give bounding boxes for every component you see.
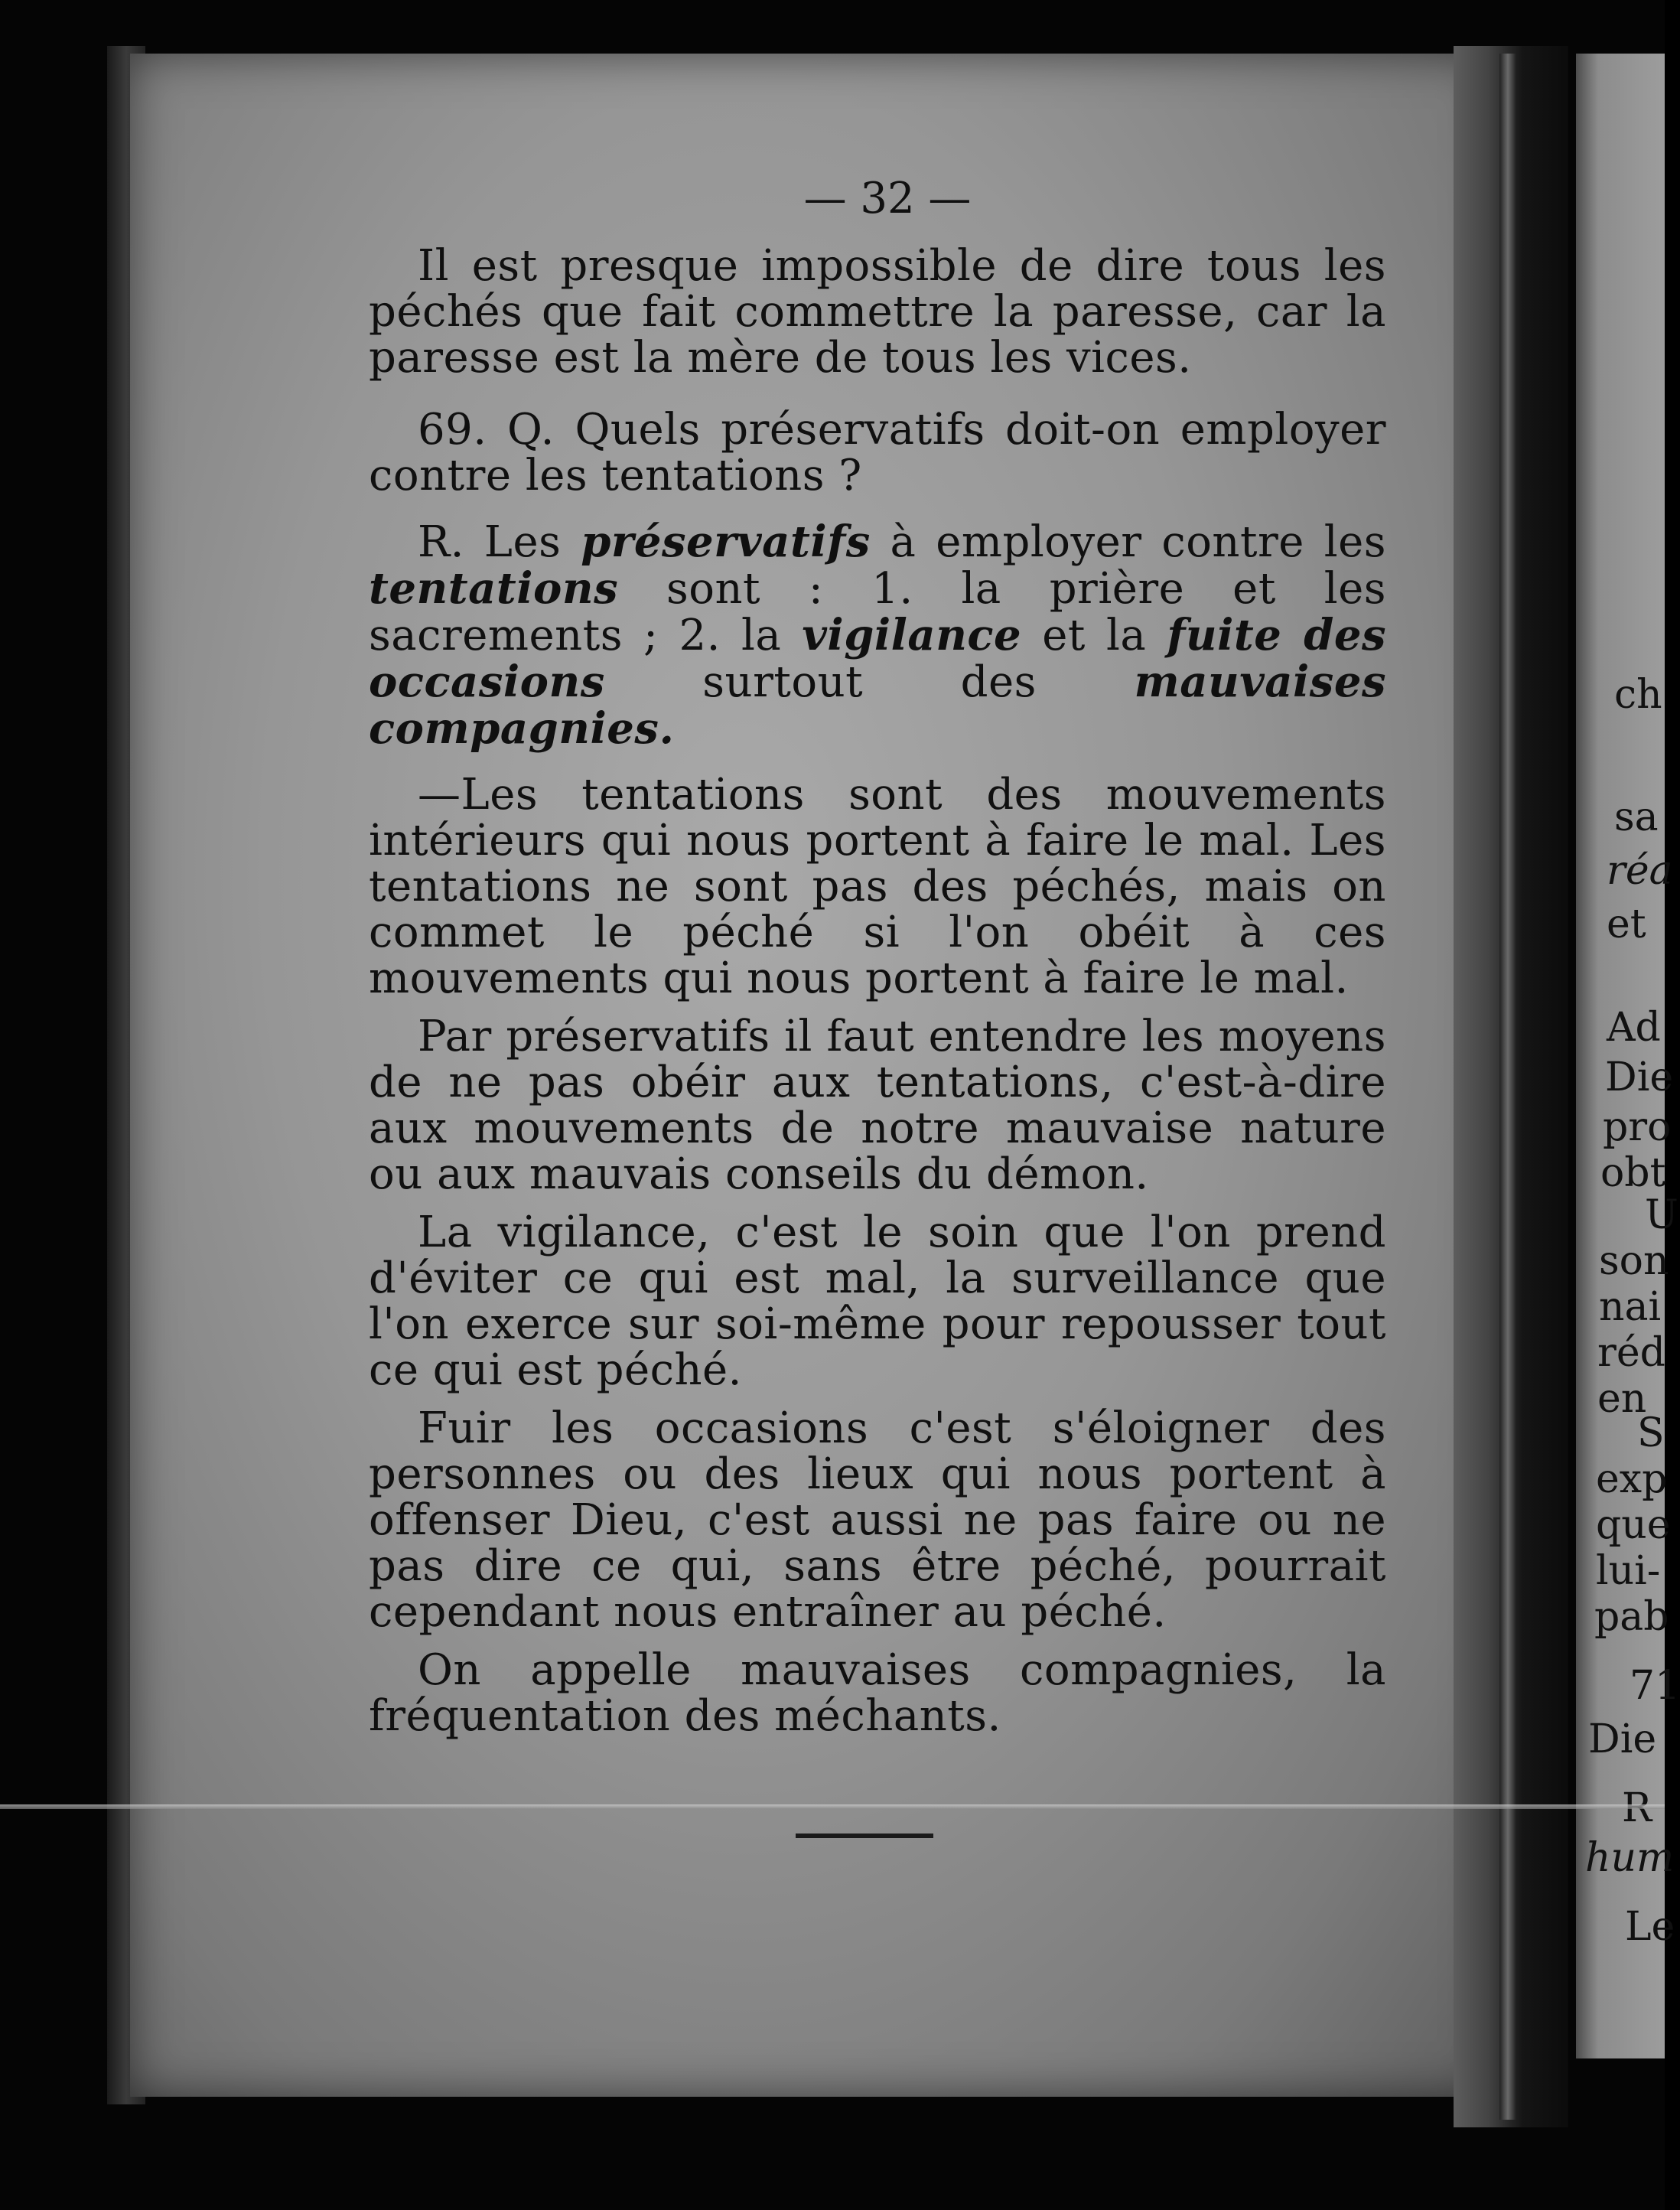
right-fragment: réa xyxy=(1607,848,1673,894)
paragraph-preservatifs: Par préservatifs il faut entendre les moyens de ne pas obéir aux tentations, c'est-à-dire aux mouvements de notre mauvaise nature ou aux mauvais conseils du démon. xyxy=(369,1012,1386,1199)
page-text xyxy=(369,243,1386,1752)
answer-text: et la xyxy=(1021,611,1167,660)
right-fragment: Le xyxy=(1625,1904,1675,1950)
right-fragment: en xyxy=(1597,1376,1647,1422)
paragraph-tentations: —Les tentations sont des mouvements intérieurs qui nous portent à faire le mal. Les tentations ne sont pas des péchés, mais on commet le péché si l'on obéit à ces mouvements qui nous portent à faire le mal. xyxy=(369,770,1386,1003)
page-number: — 32 — xyxy=(803,174,972,223)
answer-text: sont : 1. la prière et les sacrements ; 2. la xyxy=(369,564,1386,660)
scan-artifact-line xyxy=(0,1804,1665,1809)
answer-italic-vigilance: vigilance xyxy=(802,610,1022,660)
right-fragment: pab xyxy=(1594,1594,1669,1640)
answer-text: surtout des xyxy=(604,657,1135,707)
answer-italic-fuite: fuite des occasions xyxy=(369,610,1387,707)
right-fragment: obt xyxy=(1600,1150,1666,1196)
right-fragment: Die xyxy=(1605,1054,1674,1100)
answer-text: à employer contre les xyxy=(870,517,1387,567)
right-fragment: sa xyxy=(1614,794,1659,840)
right-fragment: Die xyxy=(1588,1716,1657,1762)
paragraph-paresse: Il est presque impossible de dire tous les péchés que fait commettre la paresse, car la paresse est la mère de tous les vices. xyxy=(369,241,1386,383)
answer-italic-preservatifs: préservatifs xyxy=(581,517,871,567)
paragraph-fuir: Fuir les occasions c'est s'éloigner des personnes ou des lieux qui nous portent à offenser Dieu, c'est aussi ne pas faire ou ne pas dire ce qui, sans être péché, pourrait cependant nous entraîner au péché. xyxy=(369,1403,1386,1637)
question-69: 69. Q. Quels préservatifs doit-on employer contre les tentations ? xyxy=(369,405,1386,500)
paragraph-vigilance: La vigilance, c'est le soin que l'on prend d'éviter ce qui est mal, la surveillance que l'on exerce sur soi-même pour repousser tout ce qui est péché. xyxy=(369,1208,1386,1395)
right-fragment: et xyxy=(1607,901,1646,947)
right-fragment: nai xyxy=(1599,1284,1662,1330)
answer-italic-tentations: tentations xyxy=(369,563,619,614)
right-fragment: son xyxy=(1599,1238,1669,1284)
end-rule xyxy=(796,1834,933,1838)
right-fragment: S xyxy=(1637,1410,1665,1456)
book-spine xyxy=(1499,54,1516,2120)
right-fragment: ch xyxy=(1614,672,1662,718)
right-fragment: que xyxy=(1596,1502,1671,1548)
right-fragment: hum xyxy=(1585,1835,1675,1881)
right-fragment: lui- xyxy=(1596,1548,1661,1594)
answer-69 xyxy=(369,519,1386,752)
right-fragment: réd xyxy=(1597,1330,1665,1376)
right-fragment: Ad xyxy=(1607,1005,1661,1051)
answer-text: R. Les xyxy=(418,517,581,567)
right-fragment: exp xyxy=(1596,1456,1668,1502)
right-fragment: pro xyxy=(1603,1104,1672,1150)
right-fragment: 71 xyxy=(1630,1663,1680,1709)
answer-italic-compagnies: mauvaises compagnies. xyxy=(369,657,1386,754)
paragraph-compagnies: On appelle mauvaises compagnies, la fréquentation des méchants. xyxy=(369,1645,1386,1741)
right-fragment: U xyxy=(1645,1192,1678,1238)
